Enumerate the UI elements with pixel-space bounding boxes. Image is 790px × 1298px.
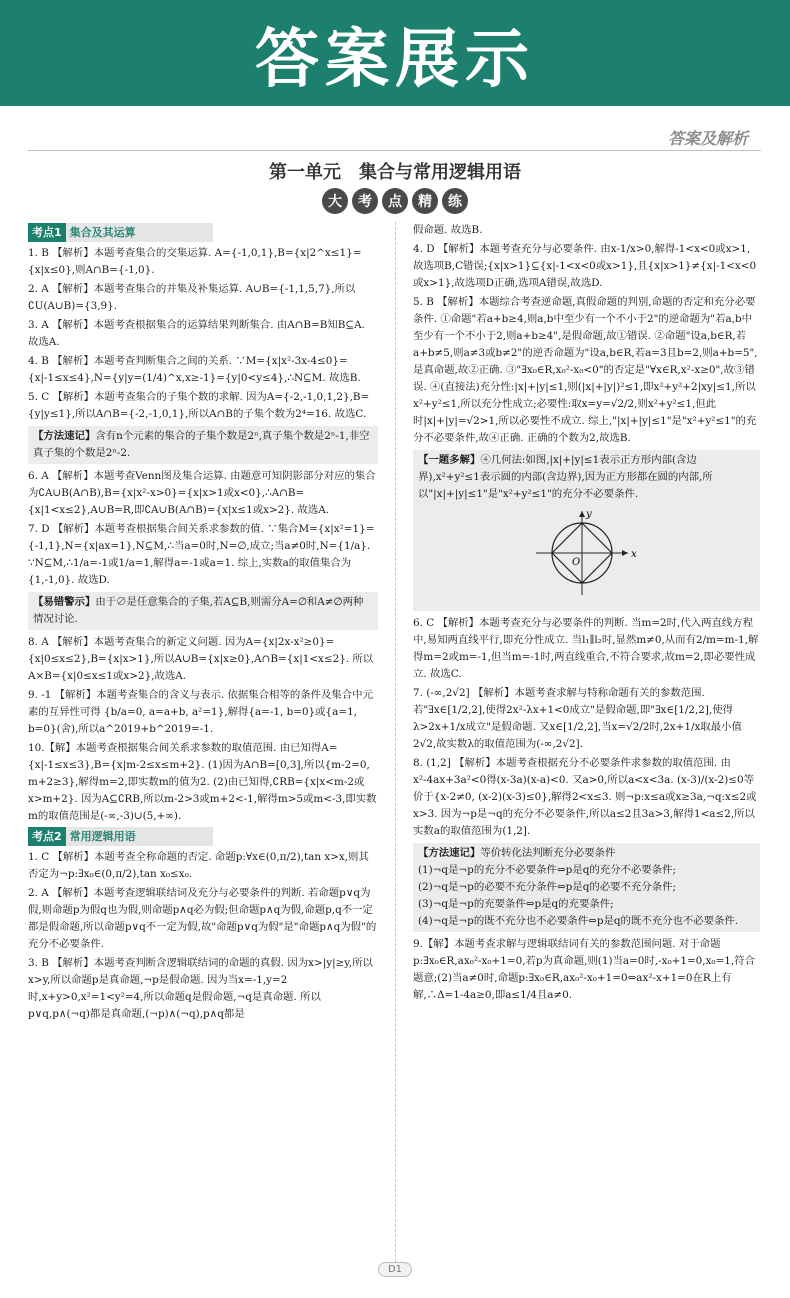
multi-solution-title: 【一题多解】 bbox=[418, 454, 481, 466]
answer-item: 5. B 【解析】本题综合考查逆命题,真假命题的判别,命题的否定和充分必要条件. ①命题"若a+b≥4,则a,b中至少有一个不小于2"的逆命题为"若a,b中至少有一个不小于2,则a+b≥4",是假命题,故①错误. ②命题"设a,b∈R,若a+b≠5,则a≠3或b≠2"的逆否命题为"设a,b∈R,若a=3且b=2,则a+b=5",是真命题,故②正确. ③"∃x₀∈R,x₀²-x₀<0"的否定是"∀x∈R,x²-x≥0",故③错误. ④(直接法)充分性:|x|+|y|≤1,则(|x|+|y|)²≤1,即x²+y²+2|xy|≤1,所以x²+y²≤1,所以充分性成立;必要性:取x=y=√2/2,则x²+y²≤1,但此时|x|+|y|=√2>1,所以必要性不成立. 综上,"|x|+|y|≤1"是"x²+y²≤1"的充分不必要条件,故④正确. 正确的个数为2,故选B. bbox=[413, 296, 758, 444]
answer-item: 8. (1,2] 【解析】本题考查根据充分不必要条件求参数的取值范围. 由x²-4ax+3a²<0得(x-3a)(x-a)<0. 又a>0,所以a<x<3a. (x-3)/(x-2)≤0等价于{x-2≠0, (x-2)(x-3)≤0},解得2<x≤3. 则¬p:x≤a或x≥3a,¬q:x≤2或x>3. 因为¬p是¬q的充分不必要条件,所以a≤2且3a>3,解得1<a≤2,所以实数a的取值范围为(1,2]. bbox=[413, 757, 757, 837]
method-line: (3)¬q是¬p的充要条件⇔p是q的充要条件; bbox=[418, 898, 614, 910]
right-column bbox=[413, 222, 760, 1006]
tip-box-text: 含有n个元素的集合的子集个数是2ⁿ,真子集个数是2ⁿ-1,非空真子集的个数是2ⁿ-2. bbox=[33, 430, 370, 459]
warning-box-text: 由于∅是任意集合的子集,若A⊆B,则需分A=∅和A≠∅两种情况讨论. bbox=[33, 596, 364, 625]
x-axis-arrow bbox=[622, 550, 628, 556]
page-subtitle: 答案及解析 bbox=[667, 129, 748, 148]
method-box-title: 【方法速记】 bbox=[418, 847, 481, 859]
answer-item: 1. B 【解析】本题考查集合的交集运算. A={-1,0,1},B={x|2^x≤1}={x|x≤0},则A∩B={-1,0}. bbox=[28, 247, 362, 276]
badge: 精 bbox=[412, 188, 438, 214]
method-line: (2)¬q是¬p的必要不充分条件⇔p是q的必要不充分条件; bbox=[418, 881, 676, 893]
answer-item: 5. C 【解析】本题考查集合的子集个数的求解. 因为A={-2,-1,0,1,2},B={y|y≤1},所以A∩B={-2,-1,0,1},所以A∩B的子集个数为2⁴=16. 故选C. bbox=[28, 391, 370, 420]
answer-item: 2. A 【解析】本题考查逻辑联结词及充分与必要条件的判断. 若命题p∨q为假,则命题p为假q也为假,则命题p∧q必为假;但命题p∧q为假,命题p,q不一定都是假命题,所以命题p∨q不一定为假,故"命题p∨q为假"是"命题p∧q为假"的充分不必要条件. bbox=[28, 887, 377, 950]
badge: 考 bbox=[352, 188, 378, 214]
method-box-text: 等价转化法判断充分必要条件 bbox=[480, 847, 616, 859]
section-title: 集合及其运算 bbox=[69, 226, 136, 239]
coordinate-diagram bbox=[418, 507, 755, 597]
left-column bbox=[28, 222, 378, 1025]
tip-box-title: 【方法速记】 bbox=[33, 430, 96, 442]
section-title: 常用逻辑用语 bbox=[69, 830, 136, 843]
method-box bbox=[413, 843, 760, 932]
square-circle-figure bbox=[418, 507, 755, 603]
answer-item: 8. A 【解析】本题考查集合的新定义问题. 因为A={x|2x-x²≥0}={x|0≤x≤2},B={x|x>1},所以A∪B={x|x≥0},A∩B={x|1<x≤2}. 所以A×B={x|0≤x≤1或x>2},故选A. bbox=[28, 636, 374, 682]
page-number: D1 bbox=[378, 1262, 412, 1277]
x-label: x bbox=[631, 549, 637, 560]
y-axis-arrow bbox=[579, 511, 585, 517]
method-line: (1)¬q是¬p的充分不必要条件⇔p是q的充分不必要条件; bbox=[418, 864, 676, 876]
answer-item: 9. -1 【解析】本题考查集合的含义与表示. 依据集合相等的条件及集合中元素的互异性可得 {b/a=0, a=a+b, a²=1},解得{a=-1, b=0}或{a=1, b=0}(舍),所以a^2019+b^2019=-1. bbox=[28, 689, 373, 735]
multi-solution-box bbox=[413, 450, 760, 611]
section-badges bbox=[0, 188, 790, 214]
y-label: y bbox=[586, 509, 592, 520]
header-rule bbox=[28, 150, 761, 151]
answer-item: 1. C 【解析】本题考查全称命题的否定. 命题p:∀x∈(0,π/2),tan x>x,则其否定为¬p:∃x₀∈(0,π/2),tan x₀≤x₀. bbox=[28, 851, 369, 880]
answer-item: 10.【解】本题考查根据集合间关系求参数的取值范围. 由已知得A={x|-1≤x≤3},B={x|m-2≤x≤m+2}. (1)因为A∩B=[0,3],所以{m-2=0, m+2≥3},解得m=2,即实数m的值为2. (2)由已知得,∁RB={x|x<m-2或x>m+2}. 因为A⊆∁RB,所以m-2>3或m+2<-1,解得m>5或m<-3,即实数m的取值范围是(-∞,-3)∪(5,+∞). bbox=[28, 742, 377, 822]
header-banner bbox=[0, 0, 790, 106]
page-title: 答案展示 bbox=[255, 23, 535, 97]
answer-item: 4. D 【解析】本题考查充分与必要条件. 由x-1/x>0,解得-1<x<0或x>1,故选项B,C错误;{x|x>1}⊆{x|-1<x<0或x>1},且{x|x>1}≠{x|-1<x<0或x>1},故选项D正确,选项A错误,故选D. bbox=[413, 243, 757, 289]
section-header-1 bbox=[28, 223, 213, 242]
multi-solution-text: ④几何法:如图,|x|+|y|≤1表示正方形内部(含边界),x²+y²≤1表示圆的内部(含边界),因为正方形都在圆的内部,所以"|x|+|y|≤1"是"x²+y²≤1"的充分不必要条件. bbox=[418, 454, 713, 500]
answer-item: 4. B 【解析】本题考查判断集合之间的关系. ∵M={x|x²-3x-4≤0}={x|-1≤x≤4},N={y|y=(1/4)^x,x≥-1}={y|0<y≤4},∴N⊆M. 故选B. bbox=[28, 355, 361, 384]
warning-box-title: 【易错警示】 bbox=[33, 596, 96, 608]
origin-label: O bbox=[572, 557, 581, 568]
answer-item: 2. A 【解析】本题考查集合的并集及补集运算. A∪B={-1,1,5,7},所以∁U(A∪B)={3,9}. bbox=[28, 283, 356, 312]
badge: 点 bbox=[382, 188, 408, 214]
section-tag: 考点2 bbox=[28, 827, 66, 846]
answer-item: 9.【解】本题考查求解与逻辑联结词有关的参数范围问题. 对于命题p:∃x₀∈R,ax₀²-x₀+1=0,若p为真命题,则(1)当a=0时,-x₀+1=0,x₀=1,符合题意;(2)当a≠0时,命题p:∃x₀∈R,ax₀²-x₀+1=0⇔ax²-x+1=0在R上有解,∴Δ=1-4a≥0,即a≤1/4且a≠0. bbox=[413, 938, 756, 1001]
column-divider bbox=[395, 222, 396, 1262]
answer-item: 假命题. 故选B. bbox=[413, 224, 483, 236]
method-line: (4)¬q是¬p的既不充分也不必要条件⇔p是q的既不充分也不必要条件. bbox=[418, 915, 739, 927]
tip-box bbox=[28, 426, 378, 464]
answer-item: 7. D 【解析】本题考查根据集合间关系求参数的值. ∵集合M={x|x²=1}={-1,1},N={x|ax=1},N⊆M,∴当a=0时,N=∅,成立;当a≠0时,N={1/a}. ∵N⊆M,∴1/a=-1或1/a=1,解得a=-1或a=1. 综上,实数a的取值集合为{1,-1,0}. 故选D. bbox=[28, 523, 375, 586]
section-header-2 bbox=[28, 827, 213, 846]
answer-item: 6. C 【解析】本题考查充分与必要条件的判断. 当m=2时,代入两直线方程中,易知两直线平行,即充分性成立. 当l₁∥l₂时,显然m≠0,从而有2/m=m-1,解得m=2或m=-1,但当m=-1时,两直线重合,不符合要求,故m=2,即必要性成立. 故选C. bbox=[413, 617, 759, 680]
answer-item: 6. A 【解析】本题考查Venn图及集合运算. 由题意可知阴影部分对应的集合为∁A∪B(A∩B),B={x|x²-x>0}={x|x>1或x<0},∴A∩B={x|1<x≤2},A∪B=R,即∁A∪B(A∩B)={x|x≤1或x>2}. 故选A. bbox=[28, 470, 376, 516]
page-footer bbox=[0, 1262, 790, 1277]
badge: 练 bbox=[442, 188, 468, 214]
badge: 大 bbox=[322, 188, 348, 214]
answer-item: 7. (-∞,2√2] 【解析】本题考查求解与特称命题有关的参数范围. 若"∃x∈[1/2,2],使得2x²-λx+1<0成立"是假命题,即"∃x∈[1/2,2],使得λ>2x+1/x成立"是假命题. 又x∈[1/2,2],当x=√2/2时,2x+1/x取最小值2√2,故实数λ的取值范围为(-∞,2√2]. bbox=[413, 687, 742, 750]
unit-title: 第一单元 集合与常用逻辑用语 bbox=[269, 162, 521, 183]
answer-item: 3. B 【解析】本题考查判断含逻辑联结词的命题的真假. 因为x>|y|≥y,所以x>y,所以命题p是真命题,¬p是假命题. 因为当x=-1,y=2时,x+y>0,x²=1<y²=4,所以命题q是假命题,¬q是真命题. 所以p∨q,p∧(¬q)都是真命题,(¬p)∧(¬q),p∧q都是 bbox=[28, 957, 373, 1020]
answer-item: 3. A 【解析】本题考查根据集合的运算结果判断集合. 由A∩B=B知B⊆A. 故选A. bbox=[28, 319, 365, 348]
warning-box bbox=[28, 592, 378, 630]
section-tag: 考点1 bbox=[28, 223, 66, 242]
